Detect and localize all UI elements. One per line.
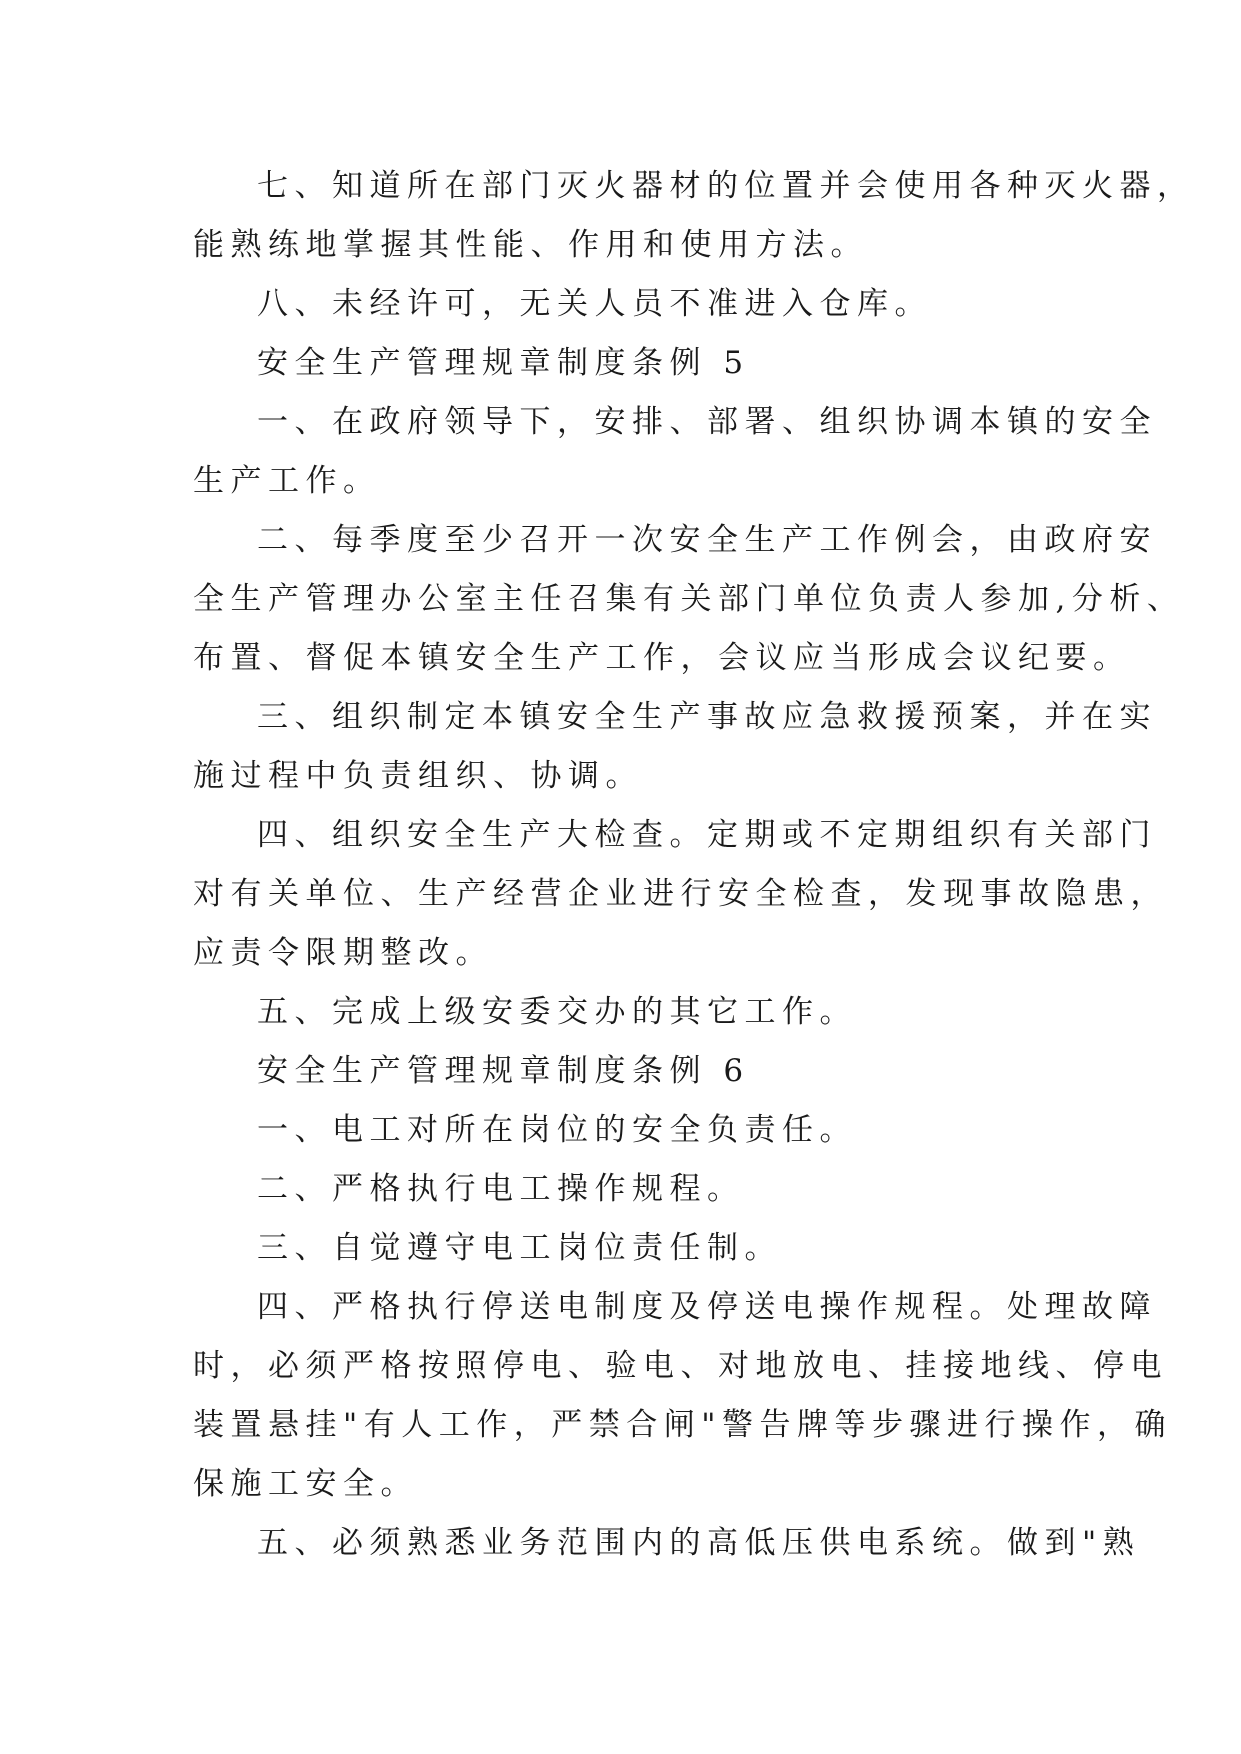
paragraph-line: 对有关单位、生产经营企业进行安全检查，发现事故隐患，: [193, 876, 1168, 912]
paragraph-line: 一、在政府领导下，安排、部署、组织协调本镇的安全: [257, 404, 1157, 440]
paragraph-line: 四、严格执行停送电制度及停送电操作规程。处理故障: [257, 1289, 1157, 1325]
paragraph-line: 施过程中负责组织、协调。: [193, 758, 643, 794]
paragraph-line: 全生产管理办公室主任召集有关部门单位负责人参加,分析、: [193, 581, 1185, 617]
paragraph-line: 生产工作。: [193, 463, 381, 499]
paragraph-line: 能熟练地掌握其性能、作用和使用方法。: [193, 227, 868, 263]
paragraph-line: 装置悬挂"有人工作，严禁合闸"警告牌等步骤进行操作，确: [193, 1407, 1173, 1443]
paragraph-line: 三、自觉遵守电工岗位责任制。: [257, 1230, 782, 1266]
paragraph-line: 四、组织安全生产大检查。定期或不定期组织有关部门: [257, 817, 1157, 853]
paragraph-line: 五、完成上级安委交办的其它工作。: [257, 994, 857, 1030]
paragraph-line: 七、知道所在部门灭火器材的位置并会使用各种灭火器，: [257, 168, 1195, 204]
paragraph-line: 八、未经许可，无关人员不准进入仓库。: [257, 286, 932, 322]
paragraph-line: 五、必须熟悉业务范围内的高低压供电系统。做到"熟: [257, 1525, 1141, 1561]
section-heading: 安全生产管理规章制度条例 6: [257, 1053, 750, 1089]
paragraph-line: 布置、督促本镇安全生产工作，会议应当形成会议纪要。: [193, 640, 1131, 676]
paragraph-line: 保施工安全。: [193, 1466, 418, 1502]
paragraph-line: 应责令限期整改。: [193, 935, 493, 971]
paragraph-line: 三、组织制定本镇安全生产事故应急救援预案，并在实: [257, 699, 1157, 735]
paragraph-line: 一、电工对所在岗位的安全负责任。: [257, 1112, 857, 1148]
paragraph-line: 二、每季度至少召开一次安全生产工作例会，由政府安: [257, 522, 1157, 558]
paragraph-line: 二、严格执行电工操作规程。: [257, 1171, 745, 1207]
section-heading: 安全生产管理规章制度条例 5: [257, 345, 750, 381]
paragraph-line: 时，必须严格按照停电、验电、对地放电、挂接地线、停电: [193, 1348, 1168, 1384]
